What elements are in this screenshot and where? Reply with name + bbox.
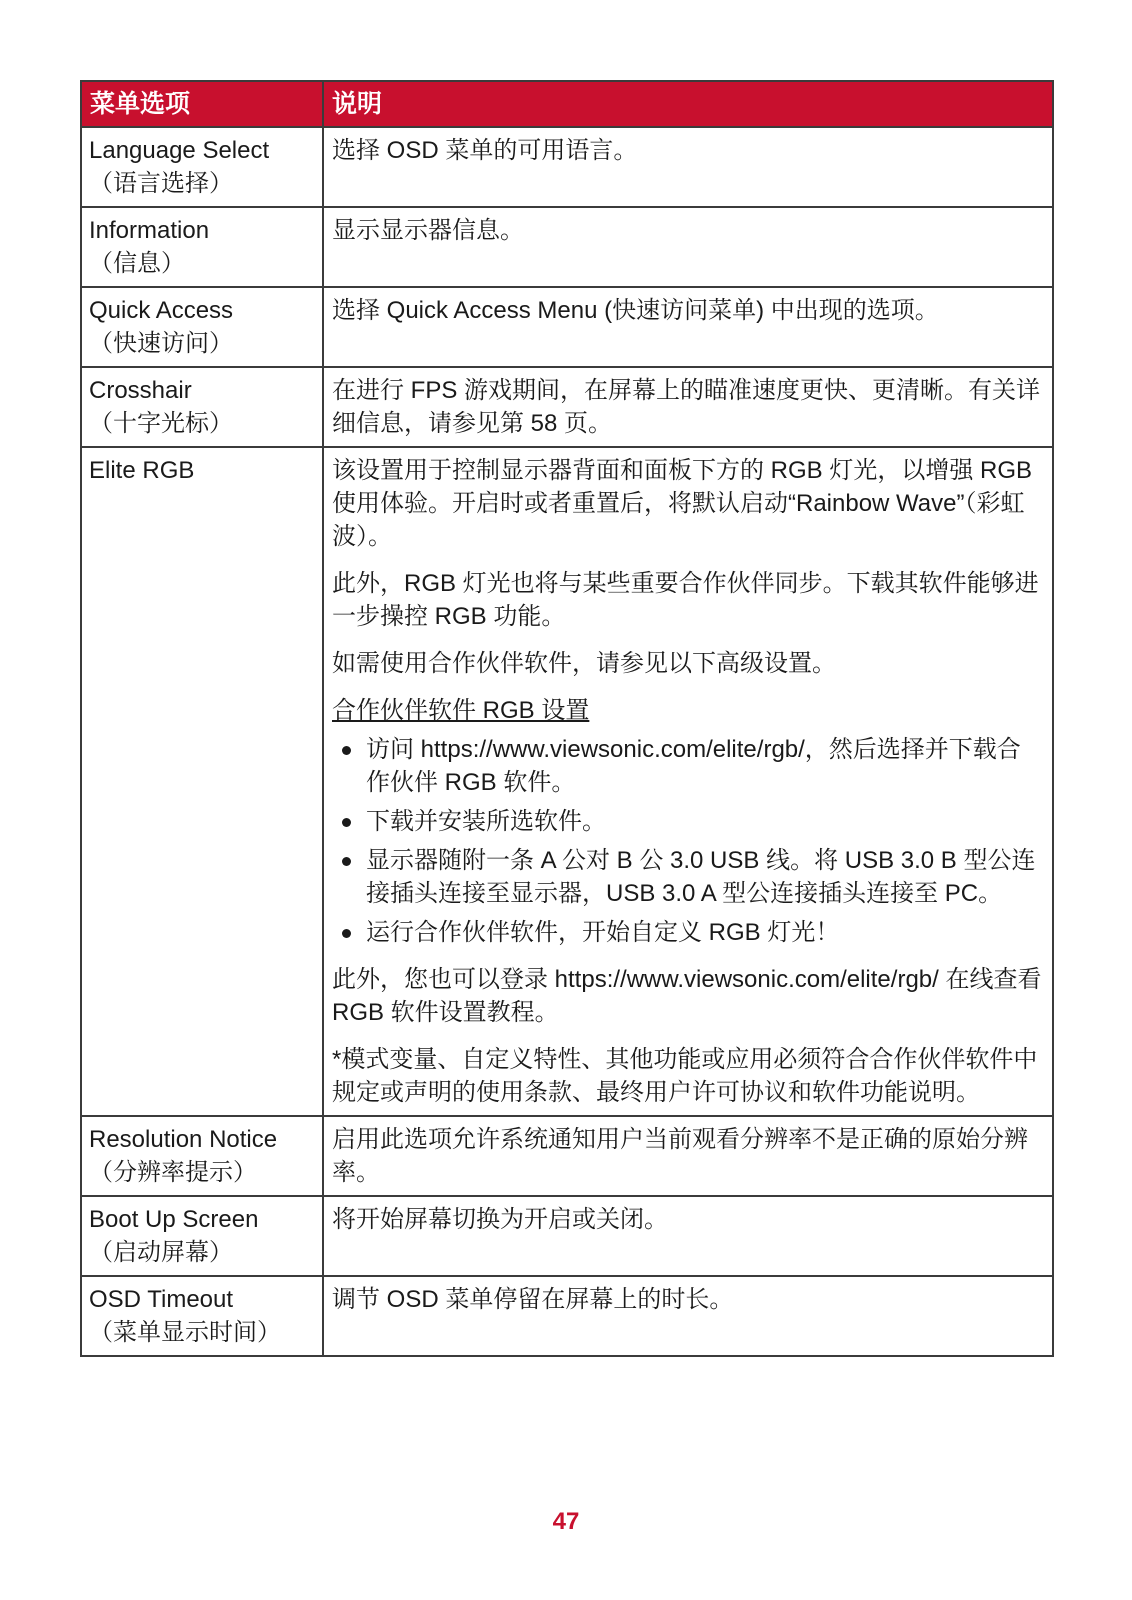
option-description: 选择 Quick Access Menu (快速访问菜单) 中出现的选项。 xyxy=(323,287,1053,367)
list-item xyxy=(332,916,1044,949)
option-name-cn: （十字光标） xyxy=(89,410,233,437)
option-name: Resolution Notice xyxy=(89,1126,278,1153)
list-item xyxy=(332,844,1044,910)
option-name-cell xyxy=(81,1276,323,1356)
option-description: 调节 OSD 菜单停留在屏幕上的时长。 xyxy=(323,1276,1053,1356)
option-name-cn: （分辨率提示） xyxy=(89,1159,257,1186)
table-row xyxy=(81,367,1053,447)
option-name: Information xyxy=(89,217,210,244)
option-name-cell xyxy=(81,1196,323,1276)
table-row xyxy=(81,447,1053,1116)
list-item xyxy=(332,733,1044,799)
option-name-cell xyxy=(81,207,323,287)
table-row xyxy=(81,1276,1053,1356)
option-name-cell xyxy=(81,127,323,207)
elite-rgb-paragraph: 此外，您也可以登录 https://www.viewsonic.com/elite/rgb/ 在线查看 RGB 软件设置教程。 xyxy=(332,966,1042,1026)
header-description: 说明 xyxy=(323,81,1053,127)
table-row xyxy=(81,1116,1053,1196)
option-description: 选择 OSD 菜单的可用语言。 xyxy=(323,127,1053,207)
option-name: Crosshair xyxy=(89,377,192,404)
list-item-text: 访问 https://www.viewsonic.com/elite/rgb/，然后选择并下载合作伙伴 RGB 软件。 xyxy=(366,736,1021,796)
table-row xyxy=(81,287,1053,367)
table-header-row xyxy=(81,81,1053,127)
option-name-cn: （快速访问） xyxy=(89,330,233,357)
menu-options-table xyxy=(80,80,1054,1357)
option-name-cn: （菜单显示时间） xyxy=(89,1319,281,1346)
option-name-cn: （启动屏幕） xyxy=(89,1239,233,1266)
option-description: 显示显示器信息。 xyxy=(323,207,1053,287)
option-description: 在进行 FPS 游戏期间，在屏幕上的瞄准速度更快、更清晰。有关详细信息，请参见第 58 页。 xyxy=(323,367,1053,447)
option-name-cn: （信息） xyxy=(89,250,185,277)
elite-rgb-paragraph: *模式变量、自定义特性、其他功能或应用必须符合合作伙伴软件中规定或声明的使用条款、最终用户许可协议和软件功能说明。 xyxy=(332,1046,1038,1106)
setup-steps-list xyxy=(332,733,1044,949)
header-menu-option: 菜单选项 xyxy=(81,81,323,127)
option-name: Elite RGB xyxy=(89,457,195,484)
elite-rgb-paragraph: 该设置用于控制显示器背面和面板下方的 RGB 灯光，以增强 RGB 使用体验。开启时或者重置后，将默认启动“Rainbow Wave”（彩虹波）。 xyxy=(332,457,1033,550)
table-row xyxy=(81,127,1053,207)
option-name: Quick Access xyxy=(89,297,234,324)
option-name: OSD Timeout xyxy=(89,1286,234,1313)
bullet-icon xyxy=(342,818,351,827)
option-description xyxy=(323,447,1053,1116)
option-name-cn: （语言选择） xyxy=(89,170,233,197)
option-name-cell xyxy=(81,287,323,367)
page-number: 47 xyxy=(552,1508,580,1535)
option-name: Language Select xyxy=(89,137,270,164)
option-name: Boot Up Screen xyxy=(89,1206,259,1233)
table-row xyxy=(81,1196,1053,1276)
elite-rgb-paragraph: 如需使用合作伙伴软件，请参见以下高级设置。 xyxy=(332,650,836,677)
option-name-cell xyxy=(81,447,323,1116)
list-item-text: 下载并安装所选软件。 xyxy=(366,808,606,835)
table-row xyxy=(81,207,1053,287)
list-item xyxy=(332,805,1044,838)
option-description: 启用此选项允许系统通知用户当前观看分辨率不是正确的原始分辨率。 xyxy=(323,1116,1053,1196)
list-item-text: 运行合作伙伴软件，开始自定义 RGB 灯光！ xyxy=(366,919,840,946)
bullet-icon xyxy=(342,857,351,866)
partner-software-subheading: 合作伙伴软件 RGB 设置 xyxy=(332,697,590,724)
option-description: 将开始屏幕切换为开启或关闭。 xyxy=(323,1196,1053,1276)
option-name-cell xyxy=(81,1116,323,1196)
bullet-icon xyxy=(342,746,351,755)
elite-rgb-paragraph: 此外，RGB 灯光也将与某些重要合作伙伴同步。下载其软件能够进一步操控 RGB 功能。 xyxy=(332,570,1039,630)
bullet-icon xyxy=(342,929,351,938)
list-item-text: 显示器随附一条 A 公对 B 公 3.0 USB 线。将 USB 3.0 B 型公连接插头连接至显示器，USB 3.0 A 型公连接插头连接至 PC。 xyxy=(366,847,1036,907)
option-name-cell xyxy=(81,367,323,447)
